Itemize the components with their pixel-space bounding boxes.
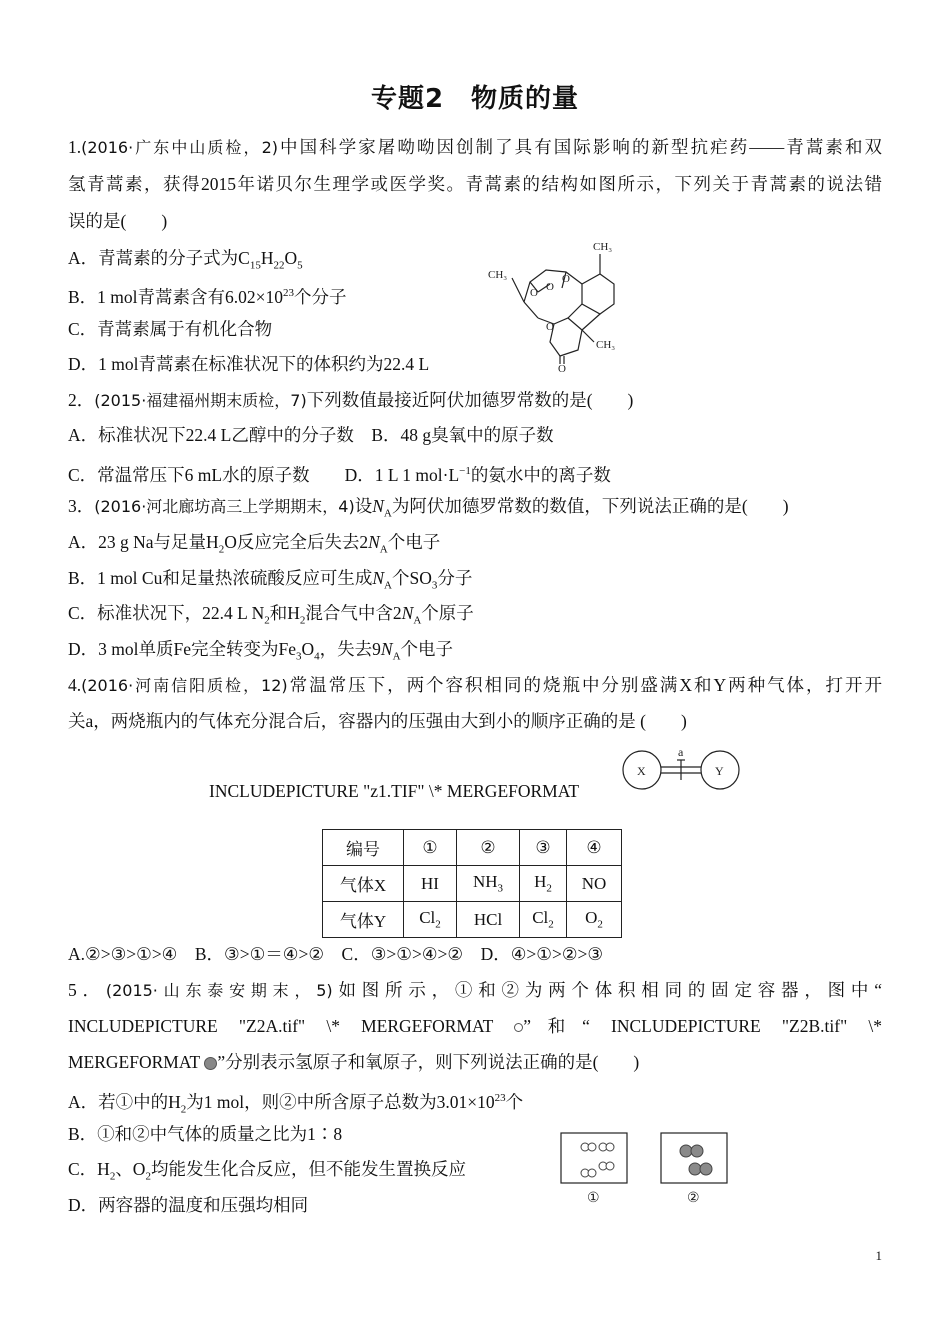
table-cell: 气体X — [323, 866, 404, 902]
fig-ch3-left: CH₃ — [488, 269, 508, 281]
table-cell: $Cl_2$ — [520, 902, 567, 938]
q1-line-3: 误的是( ) — [68, 211, 168, 231]
q2-stem: 2．(2015·福建福州期末质检，7)下列数值最接近阿伏加德罗常数的是( ) — [68, 390, 634, 410]
gas-table — [322, 829, 622, 938]
flask-diagram — [620, 744, 742, 796]
q4-options: A.②>③>①>④ B．③>①＝④>② C．③>①>④>② D．④>①>②>③ — [68, 944, 604, 964]
q5-option-a: A．若①中的$H_2$为1 mol，则②中所含原子总数为$3.01\times 10^{23}$个 — [68, 1091, 524, 1116]
q3-option-c: C．标准状况下，22.4 L $N_2$和$H_2$混合气中含$2N_A$个原子 — [68, 603, 474, 627]
q1-option-b: B．1 mol青蒿素含有$6.02\times 10^{23}$个分子 — [68, 286, 347, 307]
table-cell: NO — [567, 866, 622, 902]
container-1-label: ① — [587, 1191, 600, 1206]
q1-option-c: C．青蒿素属于有机化合物 — [68, 319, 273, 339]
q3-option-b: B．1 mol Cu和足量热浓硫酸反应可生成$N_A$个$SO_3$分子 — [68, 568, 473, 592]
q1-source: (2016·广东中山质检，2) — [81, 138, 278, 157]
flask-x-label: X — [637, 764, 646, 778]
table-cell: HI — [404, 866, 457, 902]
page-title: 专题2 物质的量 — [370, 84, 580, 114]
table-row — [323, 830, 622, 866]
q5-option-b: B．①和②中气体的质量之比为1∶8 — [68, 1124, 343, 1144]
table-cell: ④ — [567, 830, 622, 866]
artemisinin-structure-figure — [482, 232, 642, 372]
q5-option-c: C．$H_2$、$O_2$均能发生化合反应，但不能发生置换反应 — [68, 1159, 466, 1183]
q3-stem: 3．(2016·河北廊坊高三上学期期末，4)设$N_A$为阿伏加德罗常数的数值，下列说法正确的是( ) — [68, 496, 789, 520]
q1-line-2: 氢青蒿素，获得2015年诺贝尔生理学或医学奖。青蒿素的结构如图所示，下列关于青蒿素的说法错 — [68, 174, 882, 194]
hydrogen-atom-icon — [514, 1023, 523, 1032]
table-row — [323, 902, 622, 938]
containers-figure — [556, 1130, 732, 1210]
q1-line-1 — [68, 135, 882, 160]
valve-label: a — [678, 745, 684, 759]
q4-line-1: 4.(2016·河南信阳质检，12)常温常压下，两个容积相同的烧瓶中分别盛满X和Y两种气体，打开开 — [68, 675, 882, 695]
table-cell: 气体Y — [323, 902, 404, 938]
table-cell: 编号 — [323, 830, 404, 866]
table-cell: $O_2$ — [567, 902, 622, 938]
q4-includepicture: INCLUDEPICTURE "z1.TIF" \* MERGEFORMAT — [209, 781, 580, 801]
table-cell: ③ — [520, 830, 567, 866]
table-cell: ① — [404, 830, 457, 866]
q1-option-d: D．1 mol青蒿素在标准状况下的体积约为22.4 L — [68, 354, 430, 374]
q3-source: (2016·河北廊坊高三上学期期末，4) — [94, 497, 355, 516]
table-cell: HCl — [457, 902, 520, 938]
q2-source: (2015·福建福州期末质检，7) — [94, 391, 307, 410]
fig-o4: O — [546, 321, 554, 333]
q4-line-2: 关a，两烧瓶内的气体充分混合后，容器内的压强由大到小的顺序正确的是 ( ) — [68, 711, 687, 731]
table-cell: ② — [457, 830, 520, 866]
q3-option-d: D．3 mol单质Fe完全转变为$Fe_3O_4$，失去$9N_A$个电子 — [68, 639, 454, 663]
q5-option-d: D．两容器的温度和压强均相同 — [68, 1195, 309, 1215]
q5-line-3: MERGEFORMAT ”分别表示氢原子和氧原子，则下列说法正确的是( ) — [68, 1052, 640, 1072]
fig-o-carbonyl: O — [558, 363, 566, 372]
fig-o3: O — [530, 287, 538, 299]
flask-y-label: Y — [715, 764, 724, 778]
q5-source: (2015·山东泰安期末，5) — [105, 981, 333, 1000]
q5-line-1: 5．(2015·山东泰安期末，5)如图所示，①和②为两个体积相同的固定容器，图中“ — [68, 980, 882, 1000]
q1-number: 1. — [68, 137, 82, 157]
table-row — [323, 866, 622, 902]
q5-line-2: INCLUDEPICTURE "Z2A.tif" \* MERGEFORMAT ”和“ INCLUDEPICTURE "Z2B.tif" \* — [68, 1016, 883, 1036]
fig-o1: O — [546, 281, 554, 293]
container-2-label: ② — [687, 1191, 700, 1206]
q1-stem: 中国科学家屠呦呦因创制了具有国际影响的新型抗疟药——青蒿素和双 — [278, 137, 882, 157]
fig-ch3-top: CH₃ — [593, 241, 613, 253]
q3-option-a: A．23 g Na与足量$H_2O$反应完全后失去$2N_A$个电子 — [68, 532, 441, 556]
q2-options-cd: C．常温常压下6 mL水的原子数 D．1 L 1 $mol\cdot L^{-1}$的氨水中的离子数 — [68, 464, 611, 485]
fig-o2: O — [562, 273, 570, 285]
table-cell: $NH_3$ — [457, 866, 520, 902]
page-number: 1 — [875, 1248, 882, 1263]
fig-ch3-bottom: CH₃ — [596, 339, 616, 351]
q2-options-ab: A．标准状况下22.4 L乙醇中的分子数 B．48 g臭氧中的原子数 — [68, 425, 554, 445]
table-cell: $Cl_2$ — [404, 902, 457, 938]
oxygen-atom-icon — [204, 1057, 217, 1070]
table-cell: $H_2$ — [520, 866, 567, 902]
q1-option-a: A．青蒿素的分子式为$C_{15}H_{22}O_5$ — [68, 248, 303, 272]
q4-source: (2016·河南信阳质检，12) — [81, 676, 288, 695]
